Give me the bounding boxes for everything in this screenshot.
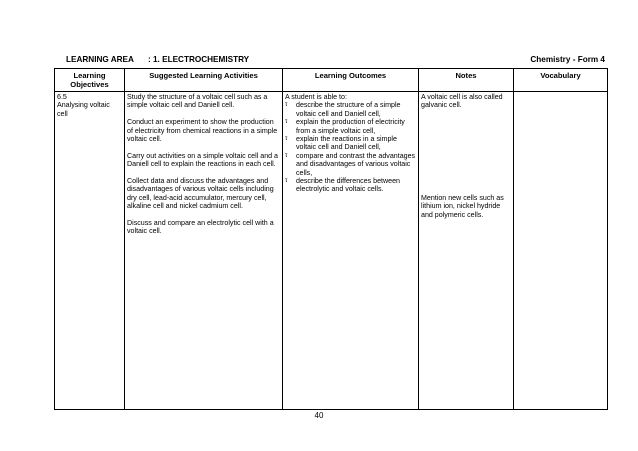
table-row (55, 92, 608, 410)
objective-code: 6.5 (57, 93, 67, 101)
learning-area-label: LEARNING AREA (66, 55, 134, 64)
activities-cell (125, 92, 283, 410)
outcome-text: compare and contrast the advantages and disadvantages of various voltaic cells, (296, 151, 416, 177)
page-header (66, 55, 605, 67)
activity-item: Carry out activities on a simple voltaic cell and a Daniell cell to explain the reactions in each cell. (127, 151, 279, 169)
activity-item: Conduct an experiment to show the production of electricity from chemical reactions in a simple voltaic cell. (127, 118, 278, 144)
outcome-text: describe the structure of a simple voltaic cell and Daniell cell, (296, 101, 401, 118)
activity-item: Study the structure of a voltaic cell such as a simple voltaic cell and Daniell cell. (127, 93, 268, 110)
topic-title: : 1. ELECTROCHEMISTRY (148, 55, 250, 64)
lesson-plan-table (54, 68, 608, 410)
outcomes-cell (283, 92, 419, 410)
outcome-item (285, 118, 416, 135)
bullet-icon: τ (285, 119, 288, 126)
objectives-cell (55, 92, 125, 410)
activity-item: Collect data and discuss the advantages and disadvantages of various voltaic cells including dry cell, lead-acid accumulator, mercury cell, alkaline cell and nickel cadmium cell. (127, 177, 274, 211)
outcome-item (285, 152, 416, 177)
notes-cell (419, 92, 514, 410)
notes-spacer (421, 110, 511, 194)
outcome-text: explain the production of electricity from a simple voltaic cell, (296, 118, 405, 135)
table-header-row (55, 69, 608, 92)
subject-form-label: Chemistry - Form 4 (530, 55, 605, 64)
outcome-text: describe the differences between electrolytic and voltaic cells. (296, 177, 400, 194)
bullet-icon: τ (285, 102, 288, 109)
column-header-vocabulary: Vocabulary (514, 69, 608, 92)
outcomes-list (285, 101, 416, 193)
column-header-learning-objectives: Learning Objectives (55, 69, 125, 92)
vocabulary-cell (514, 92, 608, 410)
bullet-icon: τ (285, 136, 288, 143)
page-number: 40 (314, 411, 324, 420)
objective-title: Analysing voltaic cell (57, 101, 110, 118)
outcome-item (285, 101, 416, 118)
outcomes-intro: A student is able to: (285, 93, 347, 101)
bullet-icon: τ (285, 152, 288, 159)
column-header-learning-outcomes: Learning Outcomes (283, 69, 419, 92)
bullet-icon: τ (285, 178, 288, 185)
outcome-text: explain the reactions in a simple voltaic cell and Daniell cell, (296, 135, 397, 152)
activity-item: Discuss and compare an electrolytic cell with a voltaic cell. (127, 219, 274, 236)
note-item: Mention new cells such as lithium ion, nickel hydride and polymeric cells. (421, 193, 504, 219)
column-header-suggested-activities: Suggested Learning Activities (125, 69, 283, 92)
outcome-item (285, 135, 416, 152)
outcome-item (285, 177, 416, 194)
column-header-notes: Notes (419, 69, 514, 92)
note-item: A voltaic cell is also called galvanic cell. (421, 93, 503, 110)
